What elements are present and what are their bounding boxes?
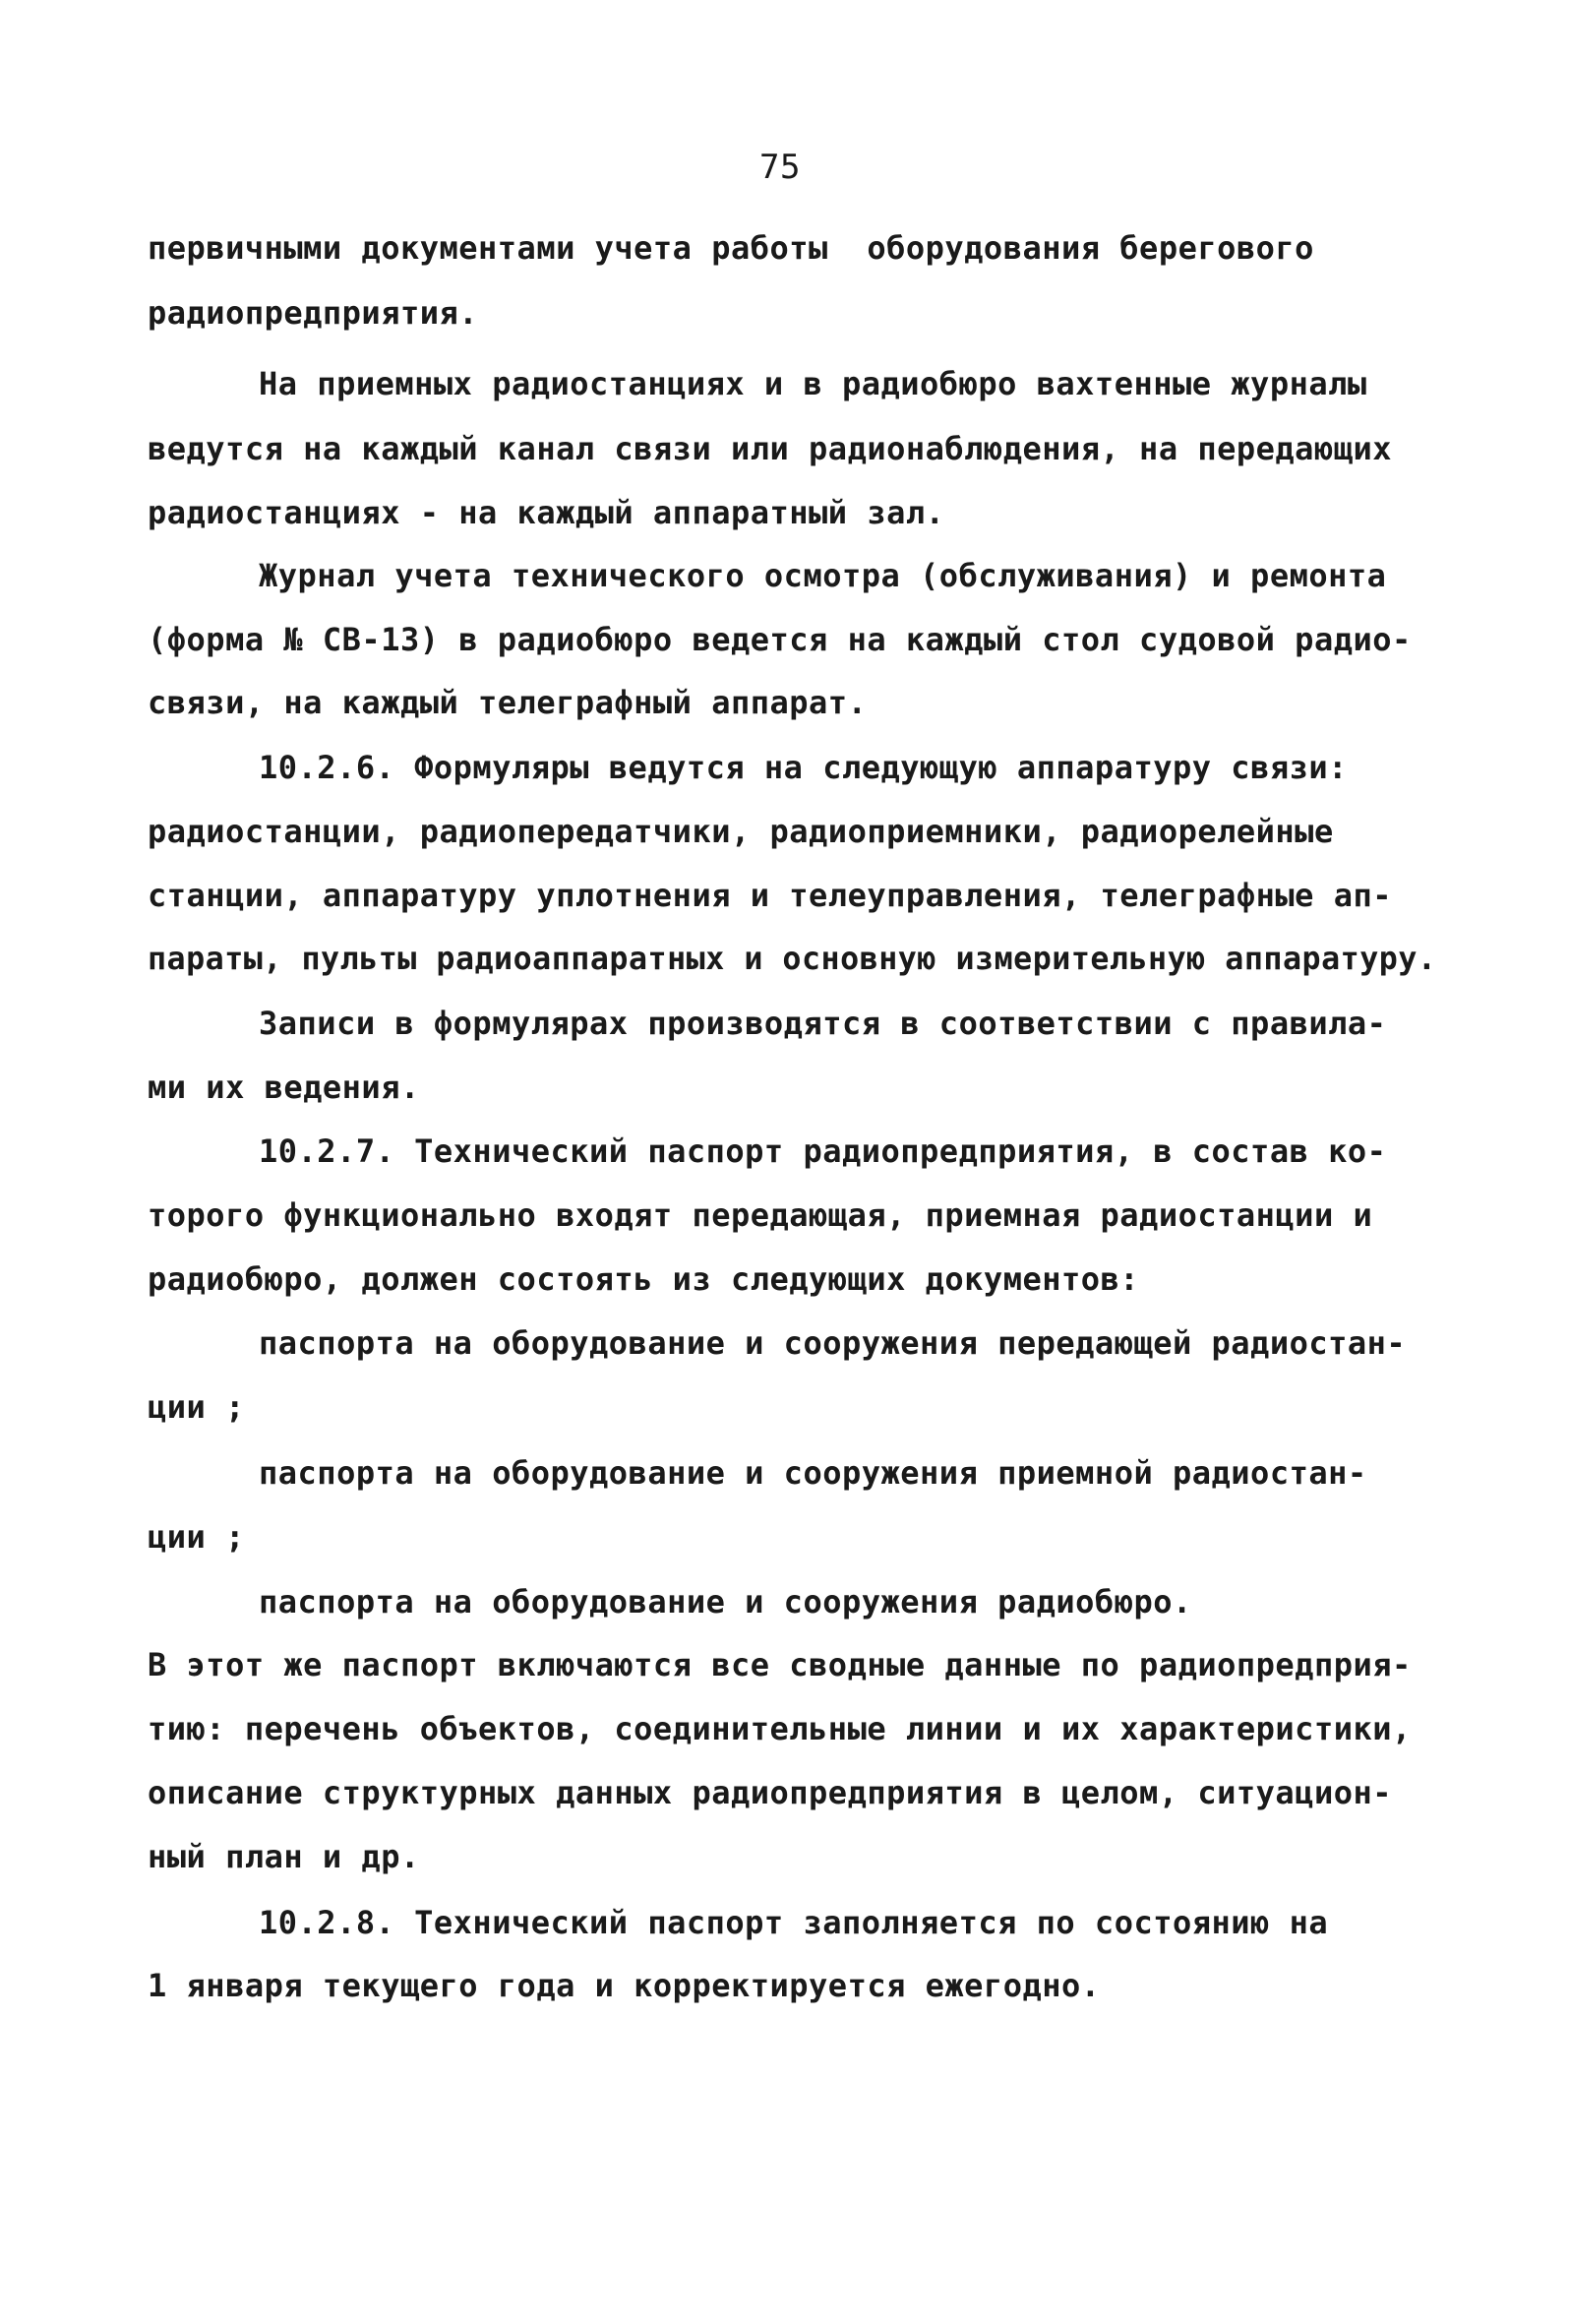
text-line: радиопредприятия.	[148, 294, 479, 332]
text-line: паспорта на оборудование и сооружения передающей радиостан-	[259, 1324, 1407, 1362]
text-line: (форма № СВ-13) в радиобюро ведется на каждый стол судовой радио-	[148, 621, 1412, 658]
page-number: 75	[759, 148, 801, 187]
text-line: В этот же паспорт включаются все сводные данные по радиопредприя-	[148, 1646, 1412, 1683]
text-line: 10.2.8. Технический паспорт заполняется по состоянию на	[259, 1904, 1329, 1941]
text-line: ный план и др.	[148, 1838, 420, 1875]
text-line: ведутся на каждый канал связи или радионаблюдения, на передающих	[148, 430, 1392, 467]
text-line: Журнал учета технического осмотра (обслуживания) и ремонта	[259, 557, 1387, 594]
text-line: первичными документами учета работы оборудования берегового	[148, 229, 1314, 267]
text-line: тию: перечень объектов, соединительные линии и их характеристики,	[148, 1710, 1412, 1747]
text-line: ции ;	[148, 1518, 245, 1556]
text-line: радиостанции, радиопередатчики, радиоприемники, радиорелейные	[148, 813, 1334, 850]
text-line: описание структурных данных радиопредприятия в целом, ситуацион-	[148, 1774, 1392, 1811]
text-line: параты, пульты радиоаппаратных и основную измерительную аппаратуру.	[148, 942, 1437, 977]
text-line: паспорта на оборудование и сооружения приемной радиостан-	[259, 1454, 1367, 1492]
text-line: радиостанциях - на каждый аппаратный зал.	[148, 494, 945, 531]
text-line: 10.2.7. Технический паспорт радиопредприятия, в состав ко-	[259, 1132, 1387, 1170]
text-line: связи, на каждый телеграфный аппарат.	[148, 684, 868, 721]
text-line: 10.2.6. Формуляры ведутся на следующую аппаратуру связи:	[259, 749, 1348, 786]
text-line: 1 января текущего года и корректируется ежегодно.	[148, 1967, 1101, 2004]
text-line: торого функционально входят передающая, приемная радиостанции и	[148, 1196, 1373, 1234]
text-line: ми их ведения.	[148, 1069, 420, 1106]
text-line: ции ;	[148, 1388, 245, 1426]
text-line: На приемных радиостанциях и в радиобюро вахтенные журналы	[259, 365, 1367, 402]
text-line: радиобюро, должен состоять из следующих документов:	[148, 1260, 1140, 1298]
text-line: станции, аппаратуру уплотнения и телеуправления, телеграфные ап-	[148, 877, 1392, 914]
text-line: Записи в формулярах производятся в соответствии с правила-	[259, 1005, 1387, 1042]
text-line: паспорта на оборудование и сооружения радиобюро.	[259, 1583, 1192, 1621]
